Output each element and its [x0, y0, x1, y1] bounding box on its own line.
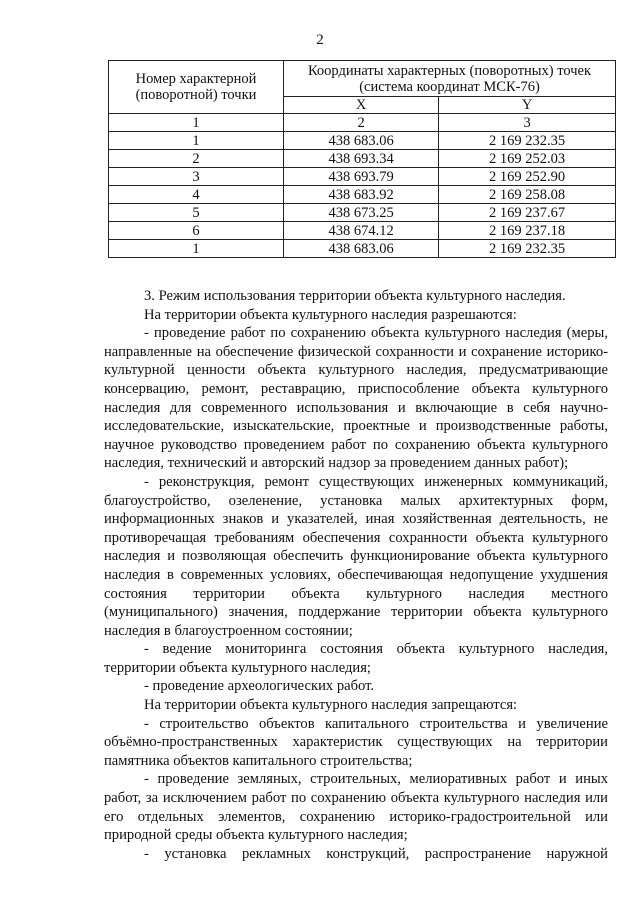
allowed-item: - ведение мониторинга состояния объекта культурного наследия, территории объекта культурного наследия; — [104, 641, 608, 676]
y-cell: 2 169 232.35 — [439, 240, 616, 258]
x-cell: 438 693.79 — [284, 168, 439, 186]
x-cell: 438 683.92 — [284, 186, 439, 204]
x-cell: 438 673.25 — [284, 204, 439, 222]
table-header-row — [109, 61, 616, 97]
table-row — [109, 132, 616, 150]
y-cell: 2 169 252.90 — [439, 168, 616, 186]
allowed-item: - реконструкция, ремонт существующих инженерных коммуникаций, благоустройство, озеленение, установка малых архитектурных форм, информационных знаков и указателей, иная хозяйственная деятельность, не противоречащая требованиям обеспечения сохранности объекта культурного наследия и позволяющая обеспечить функционирование объекта культурного наследия в современных условиях, обеспечивающая недопущение ухудшения состояния территории объекта культурного наследия местного (муниципального) значения, поддержание территории объекта культурного наследия в благоустроенном состоянии; — [104, 473, 608, 639]
x-cell: 438 674.12 — [284, 222, 439, 240]
x-cell: 438 693.34 — [284, 150, 439, 168]
prohibited-item: - проведение земляных, строительных, мелиоративных работ и иных работ, за исключением работ по сохранению объекта культурного наследия или его отдельных элементов, сохранению историко-градостроительной или природной среды объекта культурного наследия; — [104, 771, 608, 844]
point-cell: 5 — [109, 204, 284, 222]
table-row — [109, 204, 616, 222]
y-cell: 2 169 237.18 — [439, 222, 616, 240]
coordinates-table — [108, 60, 616, 258]
point-cell: 1 — [109, 240, 284, 258]
point-cell: 3 — [109, 168, 284, 186]
x-cell: 438 683.06 — [284, 240, 439, 258]
table-row — [109, 150, 616, 168]
allowed-item: - проведение археологических работ. — [144, 678, 375, 695]
point-number-header: Номер характерной (поворотной) точки — [109, 61, 284, 114]
column-numbers-row — [109, 114, 616, 132]
y-cell: 2 169 232.35 — [439, 132, 616, 150]
document-body — [104, 287, 608, 863]
column-number: 2 — [284, 114, 439, 132]
table-row — [109, 168, 616, 186]
x-cell: 438 683.06 — [284, 132, 439, 150]
y-cell: 2 169 252.03 — [439, 150, 616, 168]
table-row — [109, 186, 616, 204]
y-header: Y — [439, 97, 616, 114]
section-heading: 3. Режим использования территории объекта культурного наследия. — [144, 288, 566, 304]
allowed-item: - проведение работ по сохранению объекта культурного наследия (меры, направленные на обеспечение физической сохранности и сохранение историко-культурной ценности объекта культурного наследия, предусматривающие консервацию, ремонт, реставрацию, приспособление объекта культурного наследия для современного использования и включающие в себя научно-исследовательские, изыскательские, проектные и производственные работы, научное руководство проведением работ по сохранению объекта культурного наследия, технический и авторский надзор за проведением данных работ); — [104, 325, 608, 472]
y-cell: 2 169 237.67 — [439, 204, 616, 222]
x-header: X — [284, 97, 439, 114]
column-number: 3 — [439, 114, 616, 132]
column-number: 1 — [109, 114, 284, 132]
point-cell: 4 — [109, 186, 284, 204]
prohibited-item: - строительство объектов капитального строительства и увеличение объёмно-пространственных характеристик существующих на территории памятника объектов капитального строительства; — [104, 715, 608, 769]
y-cell: 2 169 258.08 — [439, 186, 616, 204]
page-number: 2 — [316, 32, 324, 48]
allowed-intro: На территории объекта культурного наследия разрешаются: — [144, 306, 517, 323]
prohibited-intro: На территории объекта культурного наследия запрещаются: — [144, 697, 518, 714]
point-cell: 6 — [109, 222, 284, 240]
table-row — [109, 240, 616, 258]
table-row — [109, 222, 616, 240]
point-cell: 1 — [109, 132, 284, 150]
prohibited-item-continued: - установка рекламных конструкций, распространение наружной — [144, 845, 608, 862]
point-cell: 2 — [109, 150, 284, 168]
coordinates-header: Координаты характерных (поворотных) точек (система координат МСК-76) — [284, 61, 616, 97]
